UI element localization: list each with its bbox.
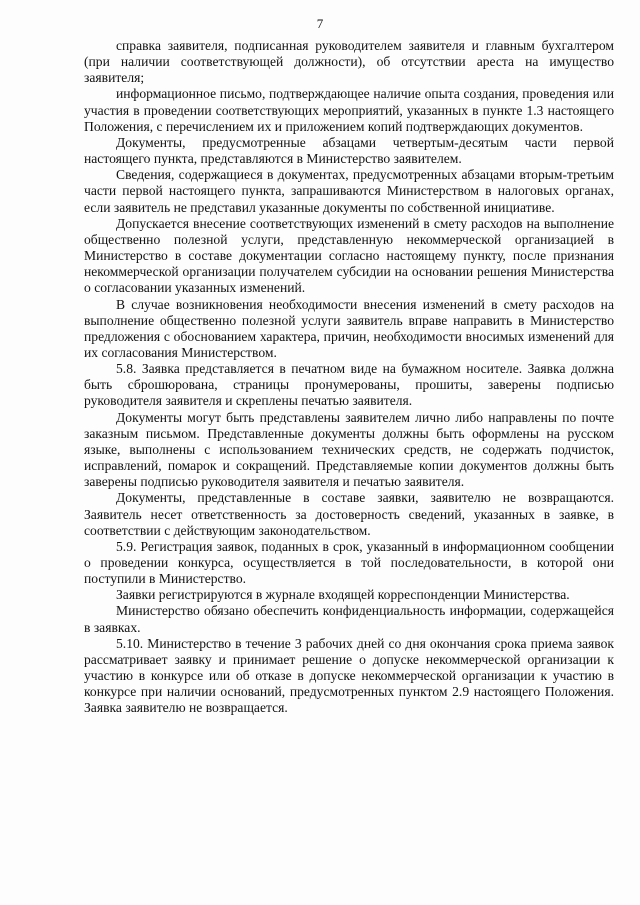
paragraph-document-submission: Документы могут быть представлены заявителем лично либо направлены по почте заказным письмом. Представленные документы должны быть оформлены на русском языке, выполнены с использованием технических средств, не содержать подчисток, исправлений, помарок и сокращений. Представляемые копии документов должны быть заверены подписью руководителя заявителя и печатью заявителя.	[84, 409, 614, 490]
paragraph-5-10-review: 5.10. Министерство в течение 3 рабочих дней со дня окончания срока приема заявок рассматривает заявку и принимает решение о допуске некоммерческой организации к участию в конкурсе или об отказе в допуске некоммерческой организации к участию в конкурсе при наличии оснований, предусмотренных пунктом 2.9 настоящего Положения. Заявка заявителю не возвращается.	[84, 635, 614, 716]
paragraph-5-8-application-format: 5.8. Заявка представляется в печатном виде на бумажном носителе. Заявка должна быть сброшюрована, страницы пронумерованы, прошиты, заверены подписью руководителя заявителя и скреплены печатью заявителя.	[84, 361, 614, 409]
paragraph-change-proposals: В случае возникновения необходимости внесения изменений в смету расходов на выполнение общественно полезной услуги заявитель вправе направить в Министерство предложения с обоснованием характера, причин, необходимости вносимых изменений для их согласования Министерством.	[84, 296, 614, 360]
paragraph-tax-information: Сведения, содержащиеся в документах, предусмотренных абзацами вторым-третьим части первой настоящего пункта, запрашиваются Министерством в налоговых органах, если заявитель не представил указанные документы по собственной инициативе.	[84, 167, 614, 215]
paragraph-information-letter: информационное письмо, подтверждающее наличие опыта создания, проведения или участия в проведении соответствующих мероприятий, указанных в пункте 1.3 настоящего Положения, с перечислением их и приложением копий подтверждающих документов.	[84, 86, 614, 134]
paragraph-estimate-changes: Допускается внесение соответствующих изменений в смету расходов на выполнение общественно полезной услуги, представленную некоммерческой организацией в Министерство в составе документации согласно настоящему пункту, после признания некоммерческой организации получателем субсидии на основании решения Министерства о согласовании указанных изменений.	[84, 215, 614, 296]
paragraph-certificate-no-arrest: справка заявителя, подписанная руководителем заявителя и главным бухгалтером (при наличии соответствующей должности), об отсутствии ареста на имущество заявителя;	[84, 38, 614, 86]
paragraph-registration-journal: Заявки регистрируются в журнале входящей корреспонденции Министерства.	[116, 587, 570, 603]
paragraph-confidentiality: Министерство обязано обеспечить конфиденциальность информации, содержащейся в заявках.	[84, 603, 614, 635]
paragraph-documents-not-returned: Документы, представленные в составе заявки, заявителю не возвращаются. Заявитель несет ответственность за достоверность сведений, указанных в заявке, в соответствии с действующим законодательством.	[84, 490, 614, 538]
paragraph-documents-by-applicant: Документы, предусмотренные абзацами четвертым-десятым части первой настоящего пункта, представляются в Министерство заявителем.	[84, 134, 614, 167]
document-body	[84, 38, 614, 717]
paragraph-5-9-registration: 5.9. Регистрация заявок, поданных в срок, указанный в информационном сообщении о проведении конкурса, осуществляется в той последовательности, в которой они поступили в Министерство.	[84, 538, 614, 587]
page-number: 7	[316, 16, 324, 31]
